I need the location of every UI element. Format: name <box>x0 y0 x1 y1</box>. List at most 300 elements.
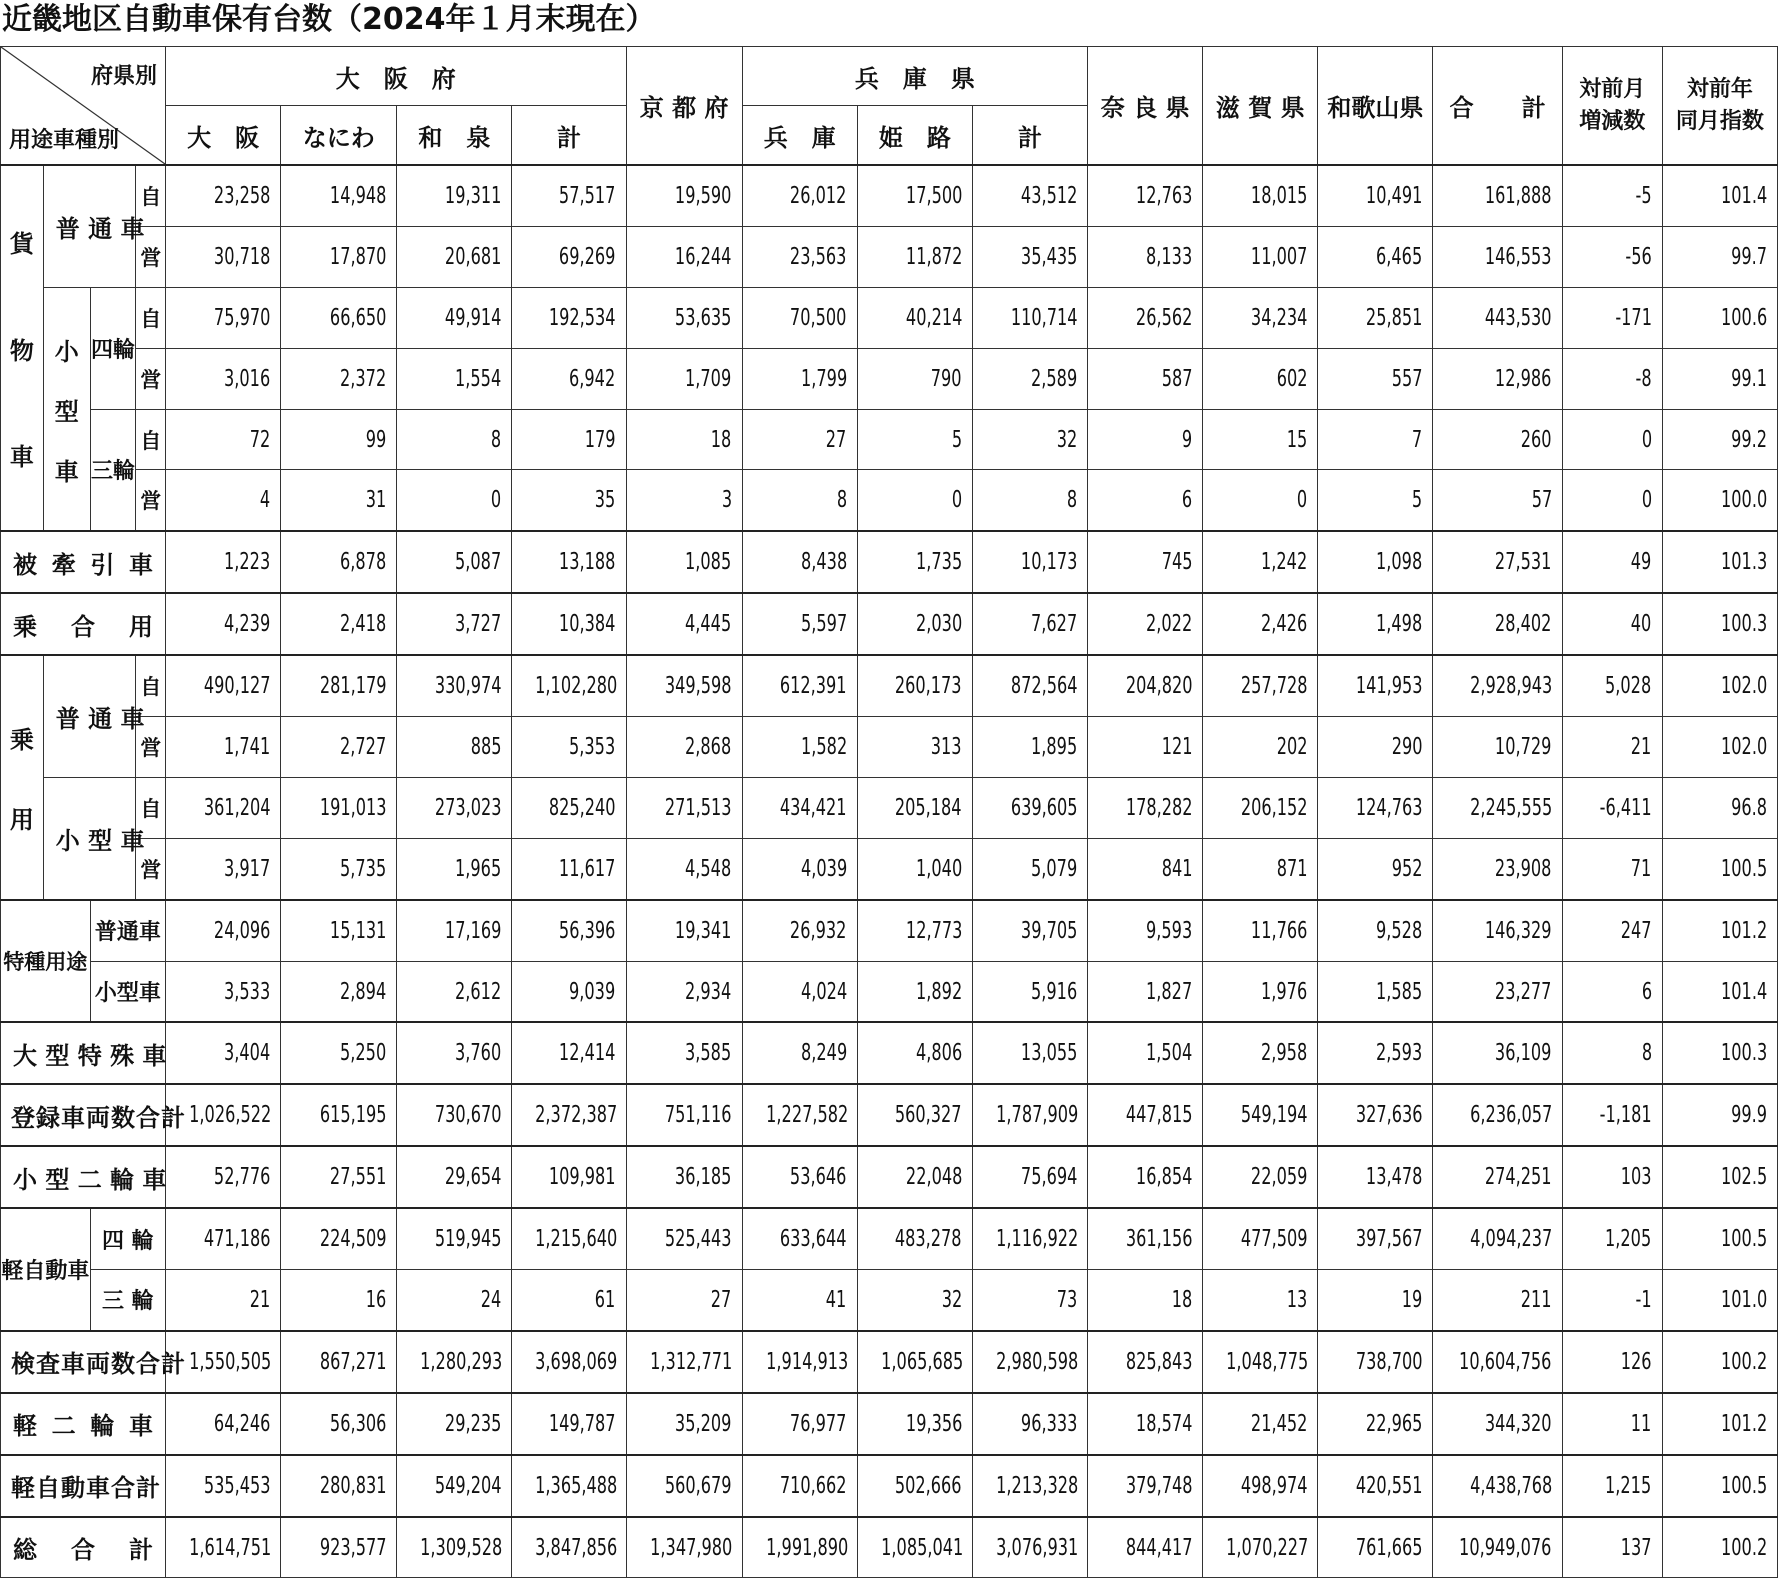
label-sanrin: 三輪 <box>90 409 136 531</box>
cell-ogata-tokushu-yoy-index <box>1662 1022 1777 1084</box>
cell-kamotsu-futsu-ei-shiga <box>1203 226 1318 287</box>
cell-value: 0 <box>1641 426 1652 453</box>
cell-joyo-futsu-ei-mom-change <box>1562 717 1662 778</box>
cell-value: 27,531 <box>1495 549 1552 576</box>
cell-value: 525,443 <box>664 1226 732 1253</box>
cell-value: 109,981 <box>548 1164 616 1191</box>
label-ei: 営 <box>136 226 166 287</box>
label-tokushu-futsu: 普通車 <box>90 900 165 961</box>
cell-value: 1,991,890 <box>765 1534 848 1561</box>
cell-kogata-nirin-mom-change <box>1562 1146 1662 1208</box>
cell-hikensha-osaka <box>166 531 281 593</box>
cell-value: 22,965 <box>1365 1410 1423 1437</box>
cell-value: 99 <box>365 426 387 453</box>
cell-value: 379,748 <box>1125 1472 1193 1499</box>
cell-kei-san-wakayama <box>1318 1270 1433 1331</box>
cell-kei-total-yoy-index <box>1662 1455 1777 1517</box>
label-ji: 自 <box>136 777 166 838</box>
cell-joyo-futsu-ei-hyogo <box>742 717 857 778</box>
cell-value: 1,365,488 <box>535 1472 618 1499</box>
header-naniwa: なにわ <box>281 106 397 166</box>
cell-value: 273,023 <box>434 794 502 821</box>
cell-value: 447,815 <box>1125 1102 1193 1129</box>
cell-value: 549,204 <box>434 1472 502 1499</box>
cell-value: 280,831 <box>319 1472 387 1499</box>
cell-toroku-total-osaka-total <box>512 1084 626 1146</box>
cell-kamotsu-san-ei-naniwa <box>281 470 397 531</box>
cell-kamotsu-futsu-ji-shiga <box>1203 165 1318 226</box>
cell-joyo-futsu-ji-himeji <box>857 655 972 716</box>
corner-label-prefecture: 府県別 <box>91 64 158 89</box>
cell-value: 290 <box>1391 733 1423 760</box>
cell-value: 19,590 <box>675 182 732 209</box>
cell-hikensha-shiga <box>1203 531 1318 593</box>
cell-value: 28,402 <box>1495 611 1552 638</box>
cell-joyo-futsu-ji-total <box>1433 655 1562 716</box>
cell-value: 2,934 <box>685 978 732 1005</box>
cell-value: 871 <box>1276 855 1308 882</box>
cell-value: 40 <box>1631 611 1652 638</box>
cell-sogokei-hyogo <box>742 1517 857 1578</box>
cell-noriai-osaka-total <box>512 593 626 655</box>
cell-value: 100.3 <box>1720 611 1767 638</box>
cell-kamotsu-san-ei-wakayama <box>1318 470 1433 531</box>
cell-kei-san-izumi <box>397 1270 512 1331</box>
cell-joyo-futsu-ei-kyoto <box>626 717 742 778</box>
cell-value: 17,169 <box>444 917 502 944</box>
cell-value: 4,094,237 <box>1469 1226 1552 1253</box>
cell-kamotsu-san-ei-osaka <box>166 470 281 531</box>
cell-value: 730,670 <box>434 1102 502 1129</box>
cell-value: 3,585 <box>685 1040 732 1067</box>
cell-value: 69,269 <box>559 243 616 270</box>
cell-value: 2,727 <box>340 733 387 760</box>
cell-kamotsu-futsu-ji-himeji <box>857 165 972 226</box>
label-kei-san: 三 輪 <box>90 1270 165 1331</box>
cell-kei-total-wakayama <box>1318 1455 1433 1517</box>
cell-tokushu-kogata-shiga <box>1203 961 1318 1022</box>
cell-kensa-total-nara <box>1088 1331 1203 1393</box>
cell-noriai-hyogo-total <box>972 593 1087 655</box>
cell-kei-total-nara <box>1088 1455 1203 1517</box>
cell-value: 615,195 <box>319 1102 387 1129</box>
cell-value: 9,039 <box>569 978 616 1005</box>
cell-value: 4,548 <box>685 855 732 882</box>
cell-kamotsu-san-ji-osaka <box>166 409 281 470</box>
label-tokushu-kogata: 小型車 <box>90 961 165 1022</box>
cell-kamotsu-yon-ei-wakayama <box>1318 348 1433 409</box>
cell-value: 7 <box>1412 426 1423 453</box>
header-mom-line2: 増減数 <box>1579 108 1646 134</box>
cell-kei-yon-hyogo-total <box>972 1208 1087 1269</box>
cell-kamotsu-yon-ji-osaka <box>166 287 281 348</box>
cell-kei-san-osaka <box>166 1270 281 1331</box>
cell-value: 5,250 <box>340 1040 387 1067</box>
cell-kamotsu-yon-ji-shiga <box>1203 287 1318 348</box>
cell-joyo-kogata-ei-total <box>1433 838 1562 899</box>
cell-joyo-kogata-ji-izumi <box>397 777 512 838</box>
cell-kei-yon-yoy-index <box>1662 1208 1777 1269</box>
cell-kamotsu-san-ji-shiga <box>1203 409 1318 470</box>
cell-value: 420,551 <box>1355 1472 1423 1499</box>
cell-kei-yon-hyogo <box>742 1208 857 1269</box>
cell-value: 99.7 <box>1731 243 1767 270</box>
cell-value: 179 <box>584 426 616 453</box>
label-kamotsu-1: 貨 <box>9 230 34 258</box>
cell-value: 24 <box>480 1286 502 1313</box>
cell-value: 2,589 <box>1030 365 1078 392</box>
cell-value: 257,728 <box>1240 673 1308 700</box>
cell-kamotsu-san-ji-hyogo <box>742 409 857 470</box>
cell-value: 872,564 <box>1010 673 1078 700</box>
cell-sogokei-shiga <box>1203 1517 1318 1578</box>
cell-kamotsu-futsu-ei-yoy-index <box>1662 226 1777 287</box>
cell-value: 844,417 <box>1125 1534 1193 1561</box>
cell-value: 30,718 <box>213 243 271 270</box>
cell-value: 18 <box>1171 1286 1193 1313</box>
cell-kei-yon-izumi <box>397 1208 512 1269</box>
cell-value: 633,644 <box>780 1226 847 1253</box>
header-yoy <box>1662 47 1777 166</box>
cell-value: 56,396 <box>559 917 616 944</box>
cell-value: 1,026,522 <box>189 1102 272 1129</box>
cell-kei-nirin-naniwa <box>281 1393 397 1455</box>
cell-kei-san-mom-change <box>1562 1270 1662 1331</box>
cell-kensa-total-total <box>1433 1331 1562 1393</box>
cell-value: 587 <box>1161 365 1193 392</box>
cell-value: 9,593 <box>1145 917 1193 944</box>
cell-kamotsu-yon-ei-yoy-index <box>1662 348 1777 409</box>
cell-kamotsu-futsu-ji-wakayama <box>1318 165 1433 226</box>
cell-value: -8 <box>1635 365 1652 392</box>
cell-value: 502,666 <box>895 1472 962 1499</box>
cell-kei-san-total <box>1433 1270 1562 1331</box>
cell-value: 1,799 <box>800 365 847 392</box>
cell-value: 247 <box>1620 917 1652 944</box>
cell-value: 211 <box>1521 1286 1552 1313</box>
cell-value: 29,654 <box>444 1164 502 1191</box>
label-ei: 営 <box>136 348 166 409</box>
cell-kamotsu-futsu-ji-osaka <box>166 165 281 226</box>
cell-kei-san-nara <box>1088 1270 1203 1331</box>
cell-value: 26,562 <box>1135 304 1193 331</box>
cell-kamotsu-yon-ei-nara <box>1088 348 1203 409</box>
cell-value: 0 <box>951 487 962 514</box>
cell-value: 70,500 <box>790 304 847 331</box>
cell-value: 1,213,328 <box>996 1472 1079 1499</box>
cell-tokushu-kogata-hyogo-total <box>972 961 1087 1022</box>
cell-ogata-tokushu-nara <box>1088 1022 1203 1084</box>
cell-kei-total-naniwa <box>281 1455 397 1517</box>
header-hyogo-total: 計 <box>972 106 1087 166</box>
cell-joyo-futsu-ji-hyogo-total <box>972 655 1087 716</box>
label-joyo <box>1 655 44 900</box>
cell-value: 5 <box>1412 487 1423 514</box>
cell-kogata-nirin-shiga <box>1203 1146 1318 1208</box>
cell-ogata-tokushu-himeji <box>857 1022 972 1084</box>
cell-kamotsu-futsu-ji-kyoto <box>626 165 742 226</box>
cell-value: 102.5 <box>1720 1164 1767 1191</box>
cell-kei-total-total <box>1433 1455 1562 1517</box>
header-yoy-line2: 同月指数 <box>1675 108 1764 134</box>
cell-kensa-total-wakayama <box>1318 1331 1433 1393</box>
cell-kei-nirin-nara <box>1088 1393 1203 1455</box>
cell-joyo-kogata-ei-osaka <box>166 838 281 899</box>
cell-value: 100.2 <box>1720 1534 1767 1561</box>
cell-value: 3,698,069 <box>535 1348 618 1375</box>
cell-joyo-futsu-ji-mom-change <box>1562 655 1662 716</box>
cell-value: 16 <box>365 1286 387 1313</box>
cell-value: 5,079 <box>1030 855 1078 882</box>
header-himeji: 姫 路 <box>857 106 972 166</box>
label-kamotsu-2: 物 <box>9 336 34 365</box>
cell-sogokei-naniwa <box>281 1517 397 1578</box>
cell-value: 8 <box>836 487 847 514</box>
cell-kensa-total-hyogo <box>742 1331 857 1393</box>
cell-value: 15 <box>1286 426 1308 453</box>
cell-sogokei-himeji <box>857 1517 972 1578</box>
cell-value: 15,131 <box>329 917 387 944</box>
cell-kamotsu-yon-ji-himeji <box>857 287 972 348</box>
cell-value: 57 <box>1531 487 1552 514</box>
cell-value: 11,617 <box>559 855 616 882</box>
cell-toroku-total-osaka <box>166 1084 281 1146</box>
cell-noriai-naniwa <box>281 593 397 655</box>
cell-sogokei-osaka-total <box>512 1517 626 1578</box>
cell-value: 76,977 <box>790 1410 847 1437</box>
cell-value: 1,504 <box>1145 1040 1193 1067</box>
cell-value: 825,240 <box>548 794 616 821</box>
cell-value: 751,116 <box>664 1102 732 1129</box>
cell-value: 19,311 <box>444 182 502 209</box>
cell-kamotsu-futsu-ei-wakayama <box>1318 226 1433 287</box>
cell-joyo-futsu-ei-yoy-index <box>1662 717 1777 778</box>
cell-value: 27 <box>826 426 847 453</box>
label-kogata-3: 車 <box>54 457 79 486</box>
cell-kamotsu-yon-ji-naniwa <box>281 287 397 348</box>
cell-kogata-nirin-himeji <box>857 1146 972 1208</box>
cell-kamotsu-san-ji-osaka-total <box>512 409 626 470</box>
cell-value: 885 <box>470 733 502 760</box>
label-kogata-2: 型 <box>54 397 79 426</box>
cell-sogokei-izumi <box>397 1517 512 1578</box>
cell-joyo-kogata-ji-osaka-total <box>512 777 626 838</box>
cell-tokushu-kogata-kyoto <box>626 961 742 1022</box>
cell-value: 18,015 <box>1250 182 1308 209</box>
cell-kei-total-shiga <box>1203 1455 1318 1517</box>
cell-kei-nirin-yoy-index <box>1662 1393 1777 1455</box>
cell-hikensha-nara <box>1088 531 1203 593</box>
cell-value: 5,087 <box>455 549 502 576</box>
cell-tokushu-futsu-hyogo-total <box>972 900 1087 961</box>
cell-value: 477,509 <box>1240 1226 1308 1253</box>
cell-joyo-futsu-ei-shiga <box>1203 717 1318 778</box>
cell-kei-nirin-wakayama <box>1318 1393 1433 1455</box>
header-osaka-total: 計 <box>512 106 626 166</box>
cell-value: 549,194 <box>1240 1102 1308 1129</box>
cell-joyo-futsu-ji-kyoto <box>626 655 742 716</box>
label-joyo-1: 乗 <box>9 725 34 754</box>
cell-joyo-kogata-ji-total <box>1433 777 1562 838</box>
cell-joyo-kogata-ji-hyogo-total <box>972 777 1087 838</box>
cell-value: 738,700 <box>1355 1348 1423 1375</box>
cell-value: 12,986 <box>1495 365 1552 392</box>
cell-kamotsu-yon-ei-hyogo-total <box>972 348 1087 409</box>
cell-value: 2,022 <box>1145 611 1193 638</box>
cell-hikensha-naniwa <box>281 531 397 593</box>
cell-joyo-kogata-ei-mom-change <box>1562 838 1662 899</box>
cell-kei-san-yoy-index <box>1662 1270 1777 1331</box>
cell-value: 71 <box>1631 855 1652 882</box>
cell-value: 99.1 <box>1731 365 1767 392</box>
cell-hikensha-osaka-total <box>512 531 626 593</box>
cell-joyo-kogata-ei-osaka-total <box>512 838 626 899</box>
cell-value: -1 <box>1635 1286 1652 1313</box>
cell-value: -5 <box>1635 182 1652 209</box>
cell-value: 101.2 <box>1720 1410 1767 1437</box>
header-total: 合 計 <box>1433 47 1562 166</box>
cell-value: 101.2 <box>1720 917 1767 944</box>
cell-joyo-futsu-ei-naniwa <box>281 717 397 778</box>
cell-value: 6 <box>1641 978 1652 1005</box>
cell-kamotsu-san-ji-izumi <box>397 409 512 470</box>
cell-kamotsu-san-ji-mom-change <box>1562 409 1662 470</box>
cell-kei-yon-nara <box>1088 1208 1203 1269</box>
cell-value: 13,478 <box>1365 1164 1423 1191</box>
cell-value: 53,635 <box>675 304 732 331</box>
cell-kensa-total-osaka <box>166 1331 281 1393</box>
cell-kei-yon-osaka-total <box>512 1208 626 1269</box>
cell-value: 2,894 <box>340 978 387 1005</box>
cell-kamotsu-yon-ei-kyoto <box>626 348 742 409</box>
cell-value: 745 <box>1161 549 1193 576</box>
cell-tokushu-futsu-himeji <box>857 900 972 961</box>
cell-kamotsu-futsu-ji-osaka-total <box>512 165 626 226</box>
cell-value: 53,646 <box>790 1164 847 1191</box>
label-kei: 軽自動車 <box>1 1208 91 1331</box>
cell-kei-nirin-total <box>1433 1393 1562 1455</box>
cell-joyo-kogata-ji-wakayama <box>1318 777 1433 838</box>
cell-kogata-nirin-yoy-index <box>1662 1146 1777 1208</box>
cell-value: 13,188 <box>559 549 616 576</box>
cell-kamotsu-san-ei-kyoto <box>626 470 742 531</box>
cell-value: 12,763 <box>1135 182 1193 209</box>
cell-value: 1,976 <box>1261 978 1308 1005</box>
cell-value: 498,974 <box>1240 1472 1308 1499</box>
cell-tokushu-kogata-izumi <box>397 961 512 1022</box>
cell-kamotsu-yon-ei-mom-change <box>1562 348 1662 409</box>
cell-value: 1,614,751 <box>189 1534 272 1561</box>
cell-kei-total-izumi <box>397 1455 512 1517</box>
label-ji: 自 <box>136 165 166 226</box>
cell-kei-total-mom-change <box>1562 1455 1662 1517</box>
cell-tokushu-kogata-nara <box>1088 961 1203 1022</box>
cell-joyo-futsu-ji-nara <box>1088 655 1203 716</box>
cell-toroku-total-nara <box>1088 1084 1203 1146</box>
cell-kamotsu-futsu-ei-total <box>1433 226 1562 287</box>
cell-value: 102.0 <box>1720 673 1767 700</box>
cell-tokushu-futsu-wakayama <box>1318 900 1433 961</box>
cell-value: 141,953 <box>1355 673 1423 700</box>
cell-value: 100.0 <box>1720 487 1767 514</box>
cell-tokushu-kogata-naniwa <box>281 961 397 1022</box>
cell-tokushu-futsu-yoy-index <box>1662 900 1777 961</box>
cell-value: 202 <box>1276 733 1308 760</box>
label-yonrin: 四輪 <box>90 287 136 409</box>
header-mom <box>1562 47 1662 166</box>
cell-value: 32 <box>1056 426 1078 453</box>
cell-kei-yon-wakayama <box>1318 1208 1433 1269</box>
cell-value: 867,271 <box>319 1348 387 1375</box>
cell-ogata-tokushu-wakayama <box>1318 1022 1433 1084</box>
cell-value: 3,847,856 <box>535 1534 618 1561</box>
cell-toroku-total-total <box>1433 1084 1562 1146</box>
cell-kamotsu-san-ji-hyogo-total <box>972 409 1087 470</box>
cell-joyo-kogata-ji-kyoto <box>626 777 742 838</box>
cell-joyo-kogata-ei-kyoto <box>626 838 742 899</box>
cell-joyo-futsu-ji-osaka-total <box>512 655 626 716</box>
cell-value: 8,133 <box>1145 243 1193 270</box>
cell-value: 24,096 <box>213 917 271 944</box>
cell-value: 101.3 <box>1720 549 1767 576</box>
cell-kamotsu-san-ji-yoy-index <box>1662 409 1777 470</box>
cell-joyo-kogata-ji-mom-change <box>1562 777 1662 838</box>
cell-value: 6,942 <box>569 365 616 392</box>
cell-value: 20,681 <box>444 243 502 270</box>
cell-kamotsu-futsu-ji-nara <box>1088 165 1203 226</box>
cell-noriai-mom-change <box>1562 593 1662 655</box>
label-kogata-1: 小 <box>54 337 79 366</box>
cell-value: 11,872 <box>905 243 962 270</box>
cell-value: 4,239 <box>223 611 271 638</box>
cell-value: 19 <box>1401 1286 1423 1313</box>
cell-value: 361,204 <box>203 794 271 821</box>
cell-value: 10,729 <box>1495 733 1552 760</box>
cell-joyo-kogata-ji-shiga <box>1203 777 1318 838</box>
cell-value: 443,530 <box>1485 304 1552 331</box>
cell-kamotsu-san-ei-hyogo-total <box>972 470 1087 531</box>
cell-value: 952 <box>1391 855 1423 882</box>
cell-value: 1,582 <box>800 733 847 760</box>
cell-kamotsu-futsu-ei-nara <box>1088 226 1203 287</box>
cell-kamotsu-san-ei-shiga <box>1203 470 1318 531</box>
cell-value: 2,372 <box>340 365 387 392</box>
cell-value: 146,329 <box>1485 917 1552 944</box>
cell-kei-yon-kyoto <box>626 1208 742 1269</box>
cell-kei-nirin-hyogo <box>742 1393 857 1455</box>
cell-value: 49 <box>1631 549 1652 576</box>
cell-value: 23,277 <box>1495 978 1552 1005</box>
cell-toroku-total-himeji <box>857 1084 972 1146</box>
cell-value: 5,597 <box>800 611 847 638</box>
cell-value: 4,039 <box>800 855 847 882</box>
cell-value: 73 <box>1056 1286 1078 1313</box>
label-ei: 営 <box>136 717 166 778</box>
cell-kamotsu-yon-ji-hyogo <box>742 287 857 348</box>
cell-kogata-nirin-wakayama <box>1318 1146 1433 1208</box>
cell-kei-nirin-mom-change <box>1562 1393 1662 1455</box>
cell-value: 1,227,582 <box>765 1102 848 1129</box>
cell-sogokei-osaka <box>166 1517 281 1578</box>
cell-value: 31 <box>365 487 387 514</box>
cell-toroku-total-izumi <box>397 1084 512 1146</box>
cell-tokushu-kogata-osaka <box>166 961 281 1022</box>
cell-kogata-nirin-hyogo-total <box>972 1146 1087 1208</box>
cell-kamotsu-futsu-ei-hyogo <box>742 226 857 287</box>
cell-noriai-total <box>1433 593 1562 655</box>
cell-kamotsu-san-ji-himeji <box>857 409 972 470</box>
cell-tokushu-futsu-naniwa <box>281 900 397 961</box>
